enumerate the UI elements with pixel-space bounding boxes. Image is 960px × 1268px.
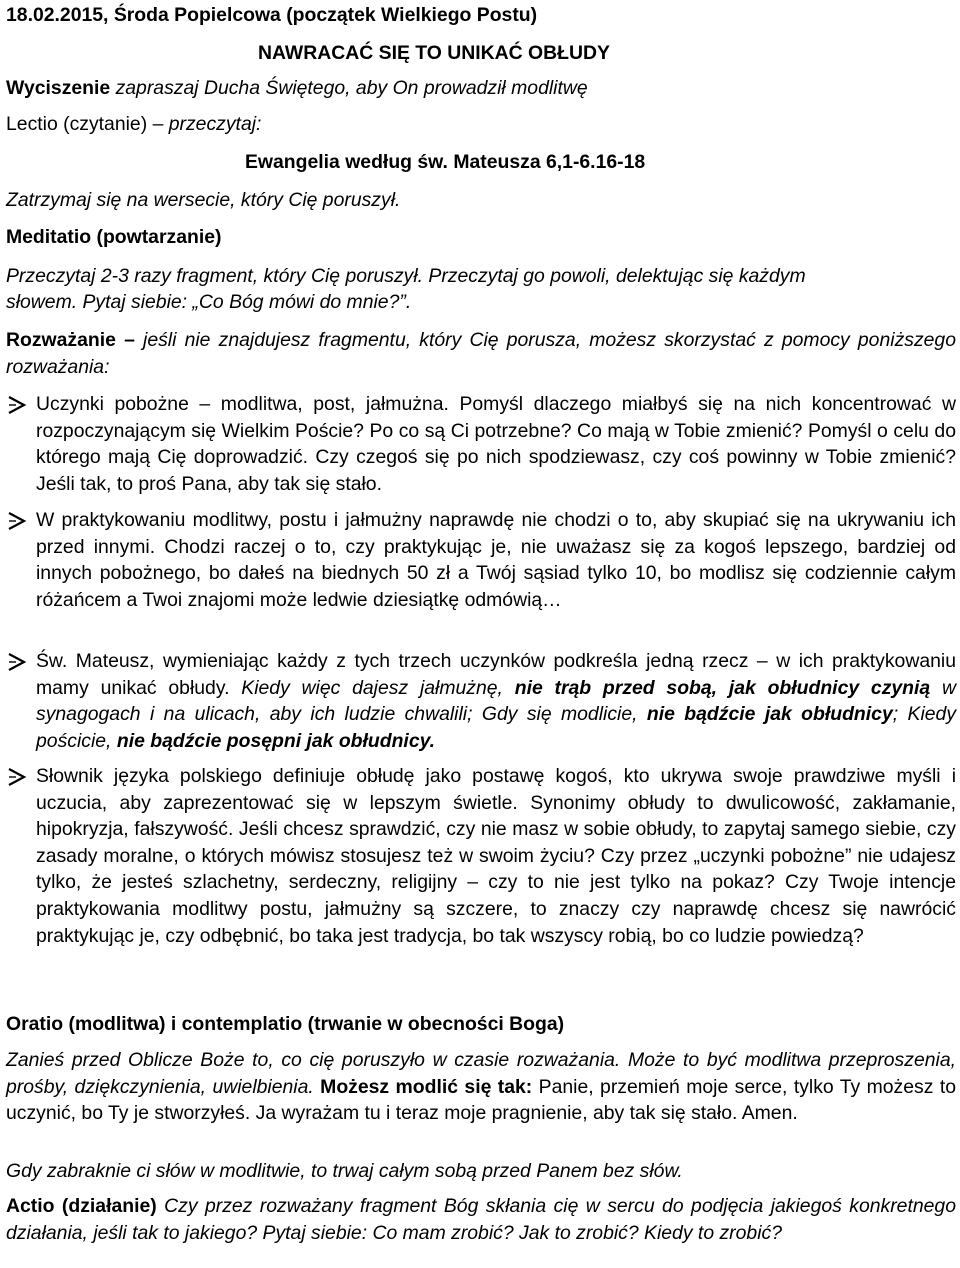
arrow-bullet-icon <box>6 651 28 673</box>
bullet-item-2: W praktykowaniu modlitwy, postu i jałmużny naprawdę nie chodzi o to, aby skupiać się na ukrywaniu ich przed innymi. Chodzi raczej o to, czy praktykując je, nie uważasz się za kogoś lepszego, bardziej od innych pobożnego, bo dałeś na biednych 50 zł a Twój sąsiad tylko 10, bo modlisz się codziennie całym różańcem a Twoi znajomi może ledwie dziesiątkę odmówią… <box>36 509 956 611</box>
meditatio-text-2: słowem. Pytaj siebie: „Co Bóg mówi do mnie?”. <box>6 291 412 313</box>
date-line: 18.02.2015, Środa Popielcowa (początek Wielkiego Postu) <box>6 4 538 26</box>
silence-line: Gdy zabraknie ci słów w modlitwie, to trwaj całym sobą przed Panem bez słów. <box>6 1160 683 1182</box>
arrow-bullet-icon <box>6 766 28 788</box>
oratio-heading: Oratio (modlitwa) i contemplatio (trwanie w obecności Boga) <box>6 1013 565 1035</box>
stop-line: Zatrzymaj się na wersecie, który Cię poruszył. <box>6 189 401 211</box>
page-title: NAWRACAĆ SIĘ TO UNIKAĆ OBŁUDY <box>258 42 610 64</box>
oratio-paragraph: Zanieś przed Oblicze Boże to, co cię poruszyło w czasie rozważania. Może to być modlitwa przeproszenia, prośby, dziękczynienia, uwielbienia. Możesz modlić się tak: Panie, przemień moje serce, tylko Ty możesz to uczynić, bo Ty je stworzyłeś. Ja wyrażam tu i teraz moje pragnienie, aby tak się stało. Amen. <box>6 1049 956 1125</box>
rozwazanie-paragraph: Rozważanie – jeśli nie znajdujesz fragmentu, który Cię porusza, możesz skorzystać z pomocy poniższego rozważania: <box>6 329 957 378</box>
meditatio-text-1: Przeczytaj 2-3 razy fragment, który Cię poruszył. Przeczytaj go powoli, delektując się każdym <box>6 265 806 287</box>
meditatio-heading: Meditatio (powtarzanie) <box>6 226 222 248</box>
bullet-item-1: Uczynki pobożne – modlitwa, post, jałmużna. Pomyśl dlaczego miałbyś się na nich koncentrować w rozpoczynającym się Wielkim Poście? Po co są Ci potrzebne? Co mają w Tobie zmienić? Pomyśl o celu do którego mają Cię doprowadzić. Czy czegoś się po nich spodziewasz, czy coś powinny w Tobie zmienić? Jeśli tak, to proś Pana, aby tak się stało. <box>36 393 956 495</box>
bullet-item-3: Św. Mateusz, wymieniając każdy z tych trzech uczynków podkreśla jedną rzecz – w ich praktykowaniu mamy unikać obłudy. Kiedy więc dajesz jałmużnę, nie trąb przed sobą, jak obłudnicy czynią w synagogach i na ulicach, aby ich ludzie chwalili; Gdy się modlicie, nie bądźcie jak obłudnicy; Kiedy pościcie, nie bądźcie posępni jak obłudnicy. <box>36 650 957 752</box>
lectio-line: Lectio (czytanie) – przeczytaj: <box>6 113 262 135</box>
arrow-bullet-icon <box>6 510 28 532</box>
wyciszenie-line: Wyciszenie zapraszaj Ducha Świętego, aby On prowadził modlitwę <box>6 77 588 99</box>
bullet-item-4: Słownik języka polskiego definiuje obłudę jako postawę kogoś, kto ukrywa swoje prawdziwe myśli i uczucia, aby zaprezentować się w lepszym świetle. Synonimy obłudy to dwulicowość, zakłamanie, hipokryzja, fałszywość. Jeśli chcesz sprawdzić, czy nie masz w sobie obłudy, to zapytaj samego siebie, czy zasady moralne, o których mówisz stosujesz też w swoim życiu? Czy przez „uczynki pobożne” nie udajesz tylko, że jesteś szlachetny, serdeczny, religijny – czy to nie jest tylko na pokaz? Czy Twoje intencje praktykowania modlitwy postu, jałmużny są szczere, to znaczy czy naprawdę chcesz się nawrócić praktykując je, czy odbębnić, bo taka jest tradycja, bo tak wszyscy robią, bo co ludzie powiedzą? <box>36 765 956 947</box>
gospel-reference: Ewangelia według św. Mateusza 6,1-6.16-18 <box>245 151 646 173</box>
actio-paragraph: Actio (działanie) Czy przez rozważany fragment Bóg skłania cię w sercu do podjęcia jakiegoś konkretnego działania, jeśli tak to jakiego? Pytaj siebie: Co mam zrobić? Jak to zrobić? Kiedy to zrobić? <box>6 1195 956 1244</box>
arrow-bullet-icon <box>6 394 28 416</box>
